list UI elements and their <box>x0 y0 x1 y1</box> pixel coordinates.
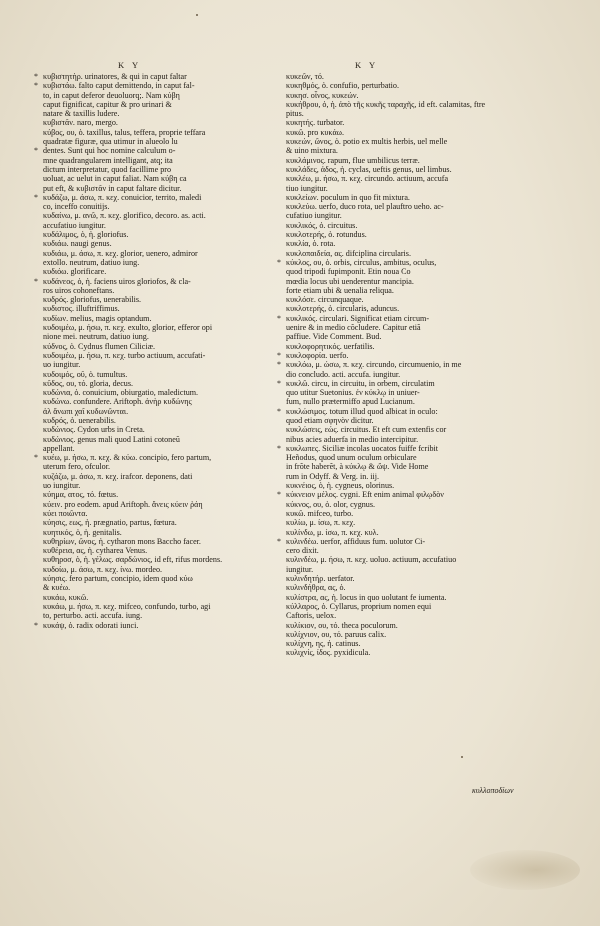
dictionary-line <box>277 184 527 193</box>
dictionary-line <box>277 332 527 341</box>
dictionary-line <box>277 611 527 620</box>
dictionary-line <box>277 537 527 546</box>
dictionary-entry-text: κύβος, ου, ὁ. taxillus, talus, teffera, proprie teffara <box>43 127 206 137</box>
dictionary-line <box>277 286 527 295</box>
dictionary-entry-text: Caftoris, uelox. <box>286 611 337 621</box>
dictionary-entry-text: κύκλος, ου, ὁ. orbis, circulus, ambitus, oculus, <box>286 257 437 267</box>
marginal-asterisk: * <box>34 81 38 91</box>
marginal-asterisk: * <box>34 453 38 463</box>
dictionary-line <box>277 518 527 527</box>
dictionary-entry-text: uenire & in medio cõcludere. Capitur etiã <box>286 323 421 333</box>
dictionary-line <box>277 593 527 602</box>
dictionary-entry-text: κυλίνδω, μ. ίσω, π. κεχ. κυλ. <box>286 527 379 537</box>
dictionary-line <box>277 630 527 639</box>
dictionary-entry-text: κύειν. pro eodem. apud Ariftoph. ἄνεις κύειν ῥάη <box>43 499 203 509</box>
dictionary-line <box>34 435 270 444</box>
dictionary-entry-text: appellant. <box>43 443 75 453</box>
dictionary-line <box>34 472 270 481</box>
dictionary-line <box>34 323 270 332</box>
dictionary-line <box>277 555 527 564</box>
dictionary-line <box>34 137 270 146</box>
dictionary-entry-text: κυλιχνίς, ίδος. pyxidicula. <box>286 648 371 658</box>
dictionary-entry-text: κυκλικός, ὁ. circuitus. <box>286 220 358 230</box>
dictionary-entry-text: κυδάνεος, ὁ, ἡ. faciens uiros gloriofos, & cla- <box>43 276 191 286</box>
paper-speck <box>196 14 198 16</box>
marginal-asterisk: * <box>277 490 281 500</box>
dictionary-line <box>34 304 270 313</box>
dictionary-line <box>277 342 527 351</box>
dictionary-line <box>34 72 270 81</box>
marginal-asterisk: * <box>277 443 281 453</box>
dictionary-entry-text: quo utitur Suetonius. ἐν κύκλῳ in uniuer- <box>286 388 420 398</box>
dictionary-entry-text: accufatiuo iungitur. <box>43 220 106 230</box>
dictionary-line <box>34 146 270 155</box>
catchword: κυλλοποδίων <box>472 786 514 795</box>
dictionary-line <box>34 593 270 602</box>
dictionary-line <box>277 490 527 499</box>
dictionary-entry-text: dentes. Sunt qui hoc nomine calculum o- <box>43 146 176 156</box>
dictionary-entry-text: ἀλ ἄνωπι χαῖ κυδωνῶνται. <box>43 406 129 416</box>
marginal-asterisk: * <box>34 72 38 81</box>
dictionary-entry-text: κυδάζω, μ. άσω, π. κεχ. conuicior, territo, maledi <box>43 192 202 202</box>
dictionary-line <box>277 360 527 369</box>
dictionary-line <box>277 137 527 146</box>
dictionary-entry-text: rum in Odyff. & Verg. in. iij. <box>286 471 380 481</box>
dictionary-line <box>34 602 270 611</box>
dictionary-line <box>277 407 527 416</box>
dictionary-line <box>34 546 270 555</box>
dictionary-line <box>277 174 527 183</box>
dictionary-line <box>277 574 527 583</box>
dictionary-entry-text: κυκλοτερής, ὁ. rotundus. <box>286 230 367 240</box>
dictionary-entry-text: κυκλοφορία. uerfo. <box>286 350 349 360</box>
dictionary-line <box>277 91 527 100</box>
dictionary-line <box>34 351 270 360</box>
dictionary-entry-text: uo iungitur. <box>43 360 81 370</box>
dictionary-line <box>277 146 527 155</box>
dictionary-entry-text: κυδιστος. illuftriffimus. <box>43 304 120 314</box>
dictionary-line <box>277 509 527 518</box>
dictionary-entry-text: pitus. <box>286 109 304 119</box>
dictionary-line <box>277 528 527 537</box>
dictionary-entry-text: κύησις. fero partum, concipio, idem quod κύω <box>43 574 193 584</box>
dictionary-entry-text: κυκηθμός, ὁ. confufio, perturbatio. <box>286 81 400 91</box>
dictionary-line <box>277 453 527 462</box>
dictionary-entry-text: κύει ποιῶντα. <box>43 508 88 518</box>
dictionary-entry-text: κυκλῶ. circu, in circuitu, in orbem, circulatim <box>286 378 435 388</box>
dictionary-entry-text: κυδαίνω, μ. ανῶ, π. κεχ. glorifico, decoro. as. acti. <box>43 211 206 221</box>
dictionary-entry-text: κυβιστᾶν. naro, mergo. <box>43 118 118 128</box>
dictionary-line <box>277 444 527 453</box>
dictionary-line <box>34 583 270 592</box>
dictionary-entry-text: κυδοιμός, οῦ, ὁ. tumultus. <box>43 369 128 379</box>
dictionary-line <box>277 277 527 286</box>
dictionary-line <box>277 435 527 444</box>
dictionary-entry-text: κυκάω, μ. ήσω, π. κεχ. mifceo, confundo, turbo, agi <box>43 601 211 611</box>
dictionary-line <box>277 648 527 657</box>
dictionary-entry-text: κύκνος, ου, ὁ. olor, cygnus. <box>286 499 376 509</box>
marginal-asterisk: * <box>277 313 281 323</box>
dictionary-line <box>34 118 270 127</box>
dictionary-line <box>277 379 527 388</box>
dictionary-entry-text: κυζάζω, μ. άσω, π. κεχ. irafcor. deponens, dati <box>43 471 193 481</box>
dictionary-line <box>277 481 527 490</box>
dictionary-line <box>277 323 527 332</box>
dictionary-entry-text: κῦδος, ου, τό. gloria, decus. <box>43 378 134 388</box>
dictionary-line <box>277 128 527 137</box>
dictionary-entry-text: mne quadrangularem intelligant, atq; ita <box>43 155 173 165</box>
dictionary-entry-text: put eft, & κυβιστᾶν in caput faltare dicitur. <box>43 183 182 193</box>
dictionary-entry-text: κυλινδητήρ. uerfator. <box>286 574 355 584</box>
dictionary-entry-text: Heñodus, quod unum oculum orbiculare <box>286 453 417 463</box>
marginal-asterisk: * <box>34 276 38 286</box>
dictionary-line <box>34 500 270 509</box>
dictionary-entry-text: κυλινδέω. uerfor, affiduus fum. uolutor Ci- <box>286 536 426 546</box>
dictionary-entry-text: κυθηροσ, ὁ, ἡ. γέλως. σαρδώνιος, id eft, rifus mordens. <box>43 555 223 565</box>
dictionary-line <box>277 602 527 611</box>
dictionary-entry-text: κυητικός, ὁ, ἡ. genitalis. <box>43 527 122 537</box>
dictionary-line <box>277 267 527 276</box>
dictionary-line <box>34 286 270 295</box>
dictionary-line <box>34 258 270 267</box>
dictionary-entry-text: κυδοιμέω, μ. ήσω, π. κεχ. exulto, glorior, efferor opi <box>43 323 213 333</box>
dictionary-entry-text: κυκλία, ὁ. rota. <box>286 239 336 249</box>
dictionary-entry-text: κυκλόσε. circunquaque. <box>286 295 364 305</box>
marginal-asterisk: * <box>277 378 281 388</box>
dictionary-line <box>34 555 270 564</box>
dictionary-line <box>277 416 527 425</box>
dictionary-entry-text: paffiue. Vide Comment. Bud. <box>286 332 382 342</box>
dictionary-entry-text: κυκλωπες. Siciliæ incolas uocatos fuiffe fcribit <box>286 443 438 453</box>
dictionary-line <box>34 109 270 118</box>
marginal-asterisk: * <box>277 536 281 546</box>
dictionary-line <box>277 258 527 267</box>
paper-speck <box>461 756 463 758</box>
dictionary-line <box>34 518 270 527</box>
dictionary-entry-text: κυκήθρου, ὁ, ἡ. ἀπὸ τῆς κυκῆς ταραχῆς, id eft. calamitas, ftre <box>286 99 486 109</box>
paper-stain <box>470 850 580 890</box>
dictionary-line <box>277 370 527 379</box>
dictionary-entry-text: κυκλόω, μ. ώσω, π. κεχ. circundo, circumuenio, in me <box>286 360 462 370</box>
dictionary-entry-text: uo iungitur. <box>43 481 81 491</box>
dictionary-line <box>277 81 527 90</box>
dictionary-entry-text: mœdia locus ubi uenderentur mancipia. <box>286 276 414 286</box>
dictionary-line <box>34 230 270 239</box>
dictionary-line <box>34 528 270 537</box>
dictionary-line <box>277 583 527 592</box>
dictionary-entry-text: κυθέρεια, ας, ἡ. cytharea Venus. <box>43 546 148 556</box>
dictionary-entry-text: κυδιάω, μ. άσω, π. κεχ. glorior, uenero, admiror <box>43 248 198 258</box>
dictionary-entry-text: κυκλοπαιδεία, ας. difciplina circularis. <box>286 248 411 258</box>
dictionary-line <box>277 621 527 630</box>
dictionary-entry-text: fum, nullo prætermiffo apud Lucianum. <box>286 397 415 407</box>
dictionary-line <box>277 314 527 323</box>
dictionary-entry-text: cero dixit. <box>286 546 319 556</box>
dictionary-entry-text: ros uiros cohoneftans. <box>43 285 115 295</box>
dictionary-entry-text: iungitur. <box>286 564 314 574</box>
dictionary-entry-text: κυκλέω, μ. ήσω, π. κεχ. circundo. actiuum, accufa <box>286 174 449 184</box>
dictionary-entry-text: κυδώνια, ὁ. conuicium, obiurgatio, maledictum. <box>43 388 199 398</box>
dictionary-line <box>34 370 270 379</box>
dictionary-entry-text: to, perturbo. acti. accufa. iung. <box>43 611 143 621</box>
dictionary-entry-text: κύδνος, ὁ. Cydnus flumen Ciliciæ. <box>43 341 156 351</box>
dictionary-line <box>277 156 527 165</box>
dictionary-line <box>34 277 270 286</box>
dictionary-line <box>34 509 270 518</box>
dictionary-line <box>277 230 527 239</box>
dictionary-line <box>34 407 270 416</box>
running-header-left: K Y <box>118 60 142 70</box>
dictionary-line <box>277 249 527 258</box>
dictionary-line <box>277 397 527 406</box>
dictionary-line <box>34 481 270 490</box>
dictionary-entry-text: κυκῶ. mifceo, turbo. <box>286 508 354 518</box>
dictionary-line <box>277 211 527 220</box>
dictionary-line <box>277 221 527 230</box>
dictionary-line <box>34 462 270 471</box>
marginal-asterisk: * <box>34 620 38 630</box>
dictionary-line <box>277 109 527 118</box>
dictionary-entry-text: dictum interpretatur, quod facillime pro <box>43 164 172 174</box>
marginal-asterisk: * <box>277 360 281 370</box>
dictionary-line <box>34 537 270 546</box>
dictionary-line <box>34 295 270 304</box>
dictionary-line <box>277 565 527 574</box>
dictionary-entry-text: κυκλάδες, ἀδος, ἡ. cyclas, ueftis genus, uel limbus. <box>286 164 452 174</box>
dictionary-entry-text: κύησις, εως, ἡ. prægnatio, partus, fœtura. <box>43 518 177 528</box>
dictionary-entry-text: κυκησ. οἶνος, κυκεών. <box>286 90 359 100</box>
dictionary-entry-text: natare & taxillis ludere. <box>43 109 120 119</box>
dictionary-entry-text: tiuo iungitur. <box>286 183 328 193</box>
dictionary-entry-text: in frõte haberẽt, à κύκλῳ & ὤψ. Vide Home <box>286 462 429 472</box>
dictionary-line <box>34 267 270 276</box>
marginal-asterisk: * <box>277 257 281 267</box>
dictionary-entry-text: κυκητής. turbator. <box>286 118 345 128</box>
dictionary-entry-text: κυλίω, μ. ίσω, π. κεχ. <box>286 518 356 528</box>
dictionary-line <box>277 500 527 509</box>
dictionary-entry-text: to, in caput deferor deuoluorq;. Nam κύβη <box>43 90 180 100</box>
dictionary-entry-text: κυδρός, ὁ. uenerabilis. <box>43 415 116 425</box>
dictionary-entry-text: κυκλείων. poculum in quo fit mixtura. <box>286 192 410 202</box>
dictionary-entry-text: κυκεῶν, τό. <box>286 72 324 81</box>
dictionary-entry-text: κυλίχνη, ης, ἡ. catinus. <box>286 639 361 649</box>
right-column <box>277 72 527 658</box>
dictionary-entry-text: κυέω, μ. ήσω, π. κεχ. & κύω. concipio, fero partum, <box>43 453 212 463</box>
dictionary-line <box>34 174 270 183</box>
dictionary-line <box>34 184 270 193</box>
dictionary-entry-text: dio concludo. acti. accufa. iungitur. <box>286 369 401 379</box>
marginal-asterisk: * <box>277 350 281 360</box>
dictionary-entry-text: κυκλικός. circulari. Significat etiam circum- <box>286 313 430 323</box>
marginal-asterisk: * <box>277 406 281 416</box>
dictionary-entry-text: κυκλοφορητικός. uerfatilis. <box>286 341 375 351</box>
dictionary-line <box>277 472 527 481</box>
marginal-asterisk: * <box>34 146 38 156</box>
dictionary-entry-text: κυλινδέω, μ. ήσω, π. κεχ. uoluo. actiuum, accufatiuo <box>286 555 457 565</box>
dictionary-entry-text: κυκλεύω. uerfo, duco rota, uel plauftro ueho. ac- <box>286 202 444 212</box>
dictionary-entry-text: κυδιάω. naugi genus. <box>43 239 112 249</box>
dictionary-entry-text: κυδίων. melius, magis optandum. <box>43 313 152 323</box>
dictionary-line <box>34 379 270 388</box>
dictionary-entry-text: κυδρός. gloriofus, uenerabilis. <box>43 295 142 305</box>
dictionary-line <box>277 388 527 397</box>
dictionary-entry-text: κύλλαρος, ὁ. Cyllarus, proprium nomen equi <box>286 601 432 611</box>
dictionary-line <box>277 202 527 211</box>
dictionary-line <box>34 211 270 220</box>
dictionary-entry-text: quadratæ figuræ, qua utimur in alueolo lu <box>43 137 178 147</box>
dictionary-entry-text: κύκνειον μέλος. cygni. Eft enim animal φιλῳδὸν <box>286 490 444 500</box>
dictionary-line <box>277 72 527 81</box>
dictionary-line <box>34 156 270 165</box>
dictionary-line <box>34 342 270 351</box>
dictionary-entry-text: κυβιστάω. falto caput demittendo, in caput fal- <box>43 81 195 91</box>
dictionary-entry-text: κυδώνω. confundere. Ariftoph. ἀνὴρ κυδώνης <box>43 397 192 407</box>
left-column <box>34 72 270 630</box>
dictionary-entry-text: κυκεών, ῶνος, ὁ. potio ex multis herbis, uel melle <box>286 137 448 147</box>
dictionary-entry-text: κυδοίω, μ. άσω, π. κεχ. ίνω. mordeo. <box>43 564 163 574</box>
dictionary-line <box>34 416 270 425</box>
dictionary-line <box>277 351 527 360</box>
dictionary-entry-text: & uino mixtura. <box>286 146 338 156</box>
running-header-right: K Y <box>355 60 379 70</box>
dictionary-entry-text: κύημα, ατος, τό. fœtus. <box>43 490 119 500</box>
dictionary-entry-text: κυλίστρα, ας, ἡ. locus in quo uolutant fe iumenta. <box>286 592 447 602</box>
dictionary-line <box>34 165 270 174</box>
dictionary-entry-text: κυκλώσιμος. totum illud quod albicat in oculo: <box>286 406 438 416</box>
dictionary-line <box>277 295 527 304</box>
dictionary-entry-text: κυκῶ. pro κυκάω. <box>286 127 345 137</box>
dictionary-entry-text: κυκλάμινος. rapum, flue umbilicus terræ. <box>286 155 420 165</box>
dictionary-entry-text: κυδάλιμος, ὁ, ἡ. gloriofus. <box>43 230 129 240</box>
dictionary-line <box>277 546 527 555</box>
dictionary-entry-text: κυλινδήθρα, ας, ὁ. <box>286 583 346 593</box>
dictionary-entry-text: cufatiuo iungitur. <box>286 211 342 221</box>
dictionary-entry-text: extollo. neutrum, datiuo iung. <box>43 257 140 267</box>
dictionary-entry-text: κυδοιμέω, μ. ήσω, π. κεχ. turbo actiuum, accufati- <box>43 350 206 360</box>
dictionary-entry-text: uoluat, ac uelut in caput faliat. Nam κύβη ca <box>43 174 187 184</box>
dictionary-line <box>277 100 527 109</box>
dictionary-line <box>277 304 527 313</box>
dictionary-line <box>34 388 270 397</box>
dictionary-line <box>34 425 270 434</box>
dictionary-entry-text: caput fignificat, capitur & pro urinari & <box>43 99 172 109</box>
dictionary-line <box>34 128 270 137</box>
dictionary-line <box>34 239 270 248</box>
dictionary-entry-text: κυβιστητὴρ. urinatores, & qui in caput faltar <box>43 72 187 81</box>
dictionary-entry-text: nibus acies aduerfa in medio intercipitur. <box>286 434 419 444</box>
dictionary-line <box>277 462 527 471</box>
dictionary-entry-text: quod etiam σφηνὸν dicitur. <box>286 415 374 425</box>
dictionary-line <box>34 91 270 100</box>
dictionary-entry-text: forte etiam ubi & uenalia reliqua. <box>286 285 394 295</box>
dictionary-entry-text: κυκλοτερής, ὁ. circularis, aduncus. <box>286 304 400 314</box>
dictionary-entry-text: κυκάψ, ὁ. radix odorati iunci. <box>43 620 139 630</box>
dictionary-entry-text: κυθηρίων, ῶνος, ἡ. cytharon mons Baccho facer. <box>43 536 201 546</box>
marginal-asterisk: * <box>34 192 38 202</box>
dictionary-entry-text: κυδώνιος. genus mali quod Latini cotoneũ <box>43 434 180 444</box>
dictionary-line <box>34 453 270 462</box>
dictionary-line <box>34 100 270 109</box>
dictionary-line <box>34 444 270 453</box>
dictionary-line <box>34 221 270 230</box>
dictionary-line <box>34 490 270 499</box>
dictionary-entry-text: quod tripodi fupimponit. Etin noua Co <box>286 267 411 277</box>
dictionary-entry-text: nione mei. neutrum, datiuo iung. <box>43 332 149 342</box>
dictionary-line <box>34 332 270 341</box>
dictionary-line <box>34 314 270 323</box>
dictionary-entry-text: κυδιόω. glorificare. <box>43 267 107 277</box>
dictionary-line <box>277 425 527 434</box>
dictionary-line <box>277 239 527 248</box>
dictionary-line <box>34 202 270 211</box>
dictionary-line <box>34 360 270 369</box>
dictionary-line <box>277 193 527 202</box>
dictionary-entry-text: & κυέω. <box>43 583 71 593</box>
dictionary-entry-text: κυλίχνιον, ου, τό. paruus calix. <box>286 629 387 639</box>
dictionary-line <box>34 574 270 583</box>
dictionary-line <box>34 249 270 258</box>
dictionary-entry-text: κυκάω, κυκῶ. <box>43 592 89 602</box>
dictionary-entry-text: uterum fero, ofculor. <box>43 462 110 472</box>
dictionary-line <box>34 611 270 620</box>
dictionary-entry-text: κυκνέιος, ὁ, ἡ. cygneus, olorinus. <box>286 481 395 491</box>
dictionary-line <box>34 621 270 630</box>
dictionary-line <box>277 639 527 648</box>
dictionary-line <box>277 118 527 127</box>
dictionary-line <box>34 81 270 90</box>
dictionary-entry-text: κυλίκιον, ου, τό. theca poculorum. <box>286 620 398 630</box>
dictionary-entry-text: κυκλώσεις, εώς. circuitus. Et eft cum extenfis cor <box>286 425 447 435</box>
dictionary-entry-text: co, inceffo conuitijs. <box>43 202 110 212</box>
dictionary-entry-text: κυδώνιος. Cydon urbs in Creta. <box>43 425 145 435</box>
dictionary-line <box>277 165 527 174</box>
dictionary-line <box>34 397 270 406</box>
dictionary-line <box>34 565 270 574</box>
dictionary-line <box>34 193 270 202</box>
